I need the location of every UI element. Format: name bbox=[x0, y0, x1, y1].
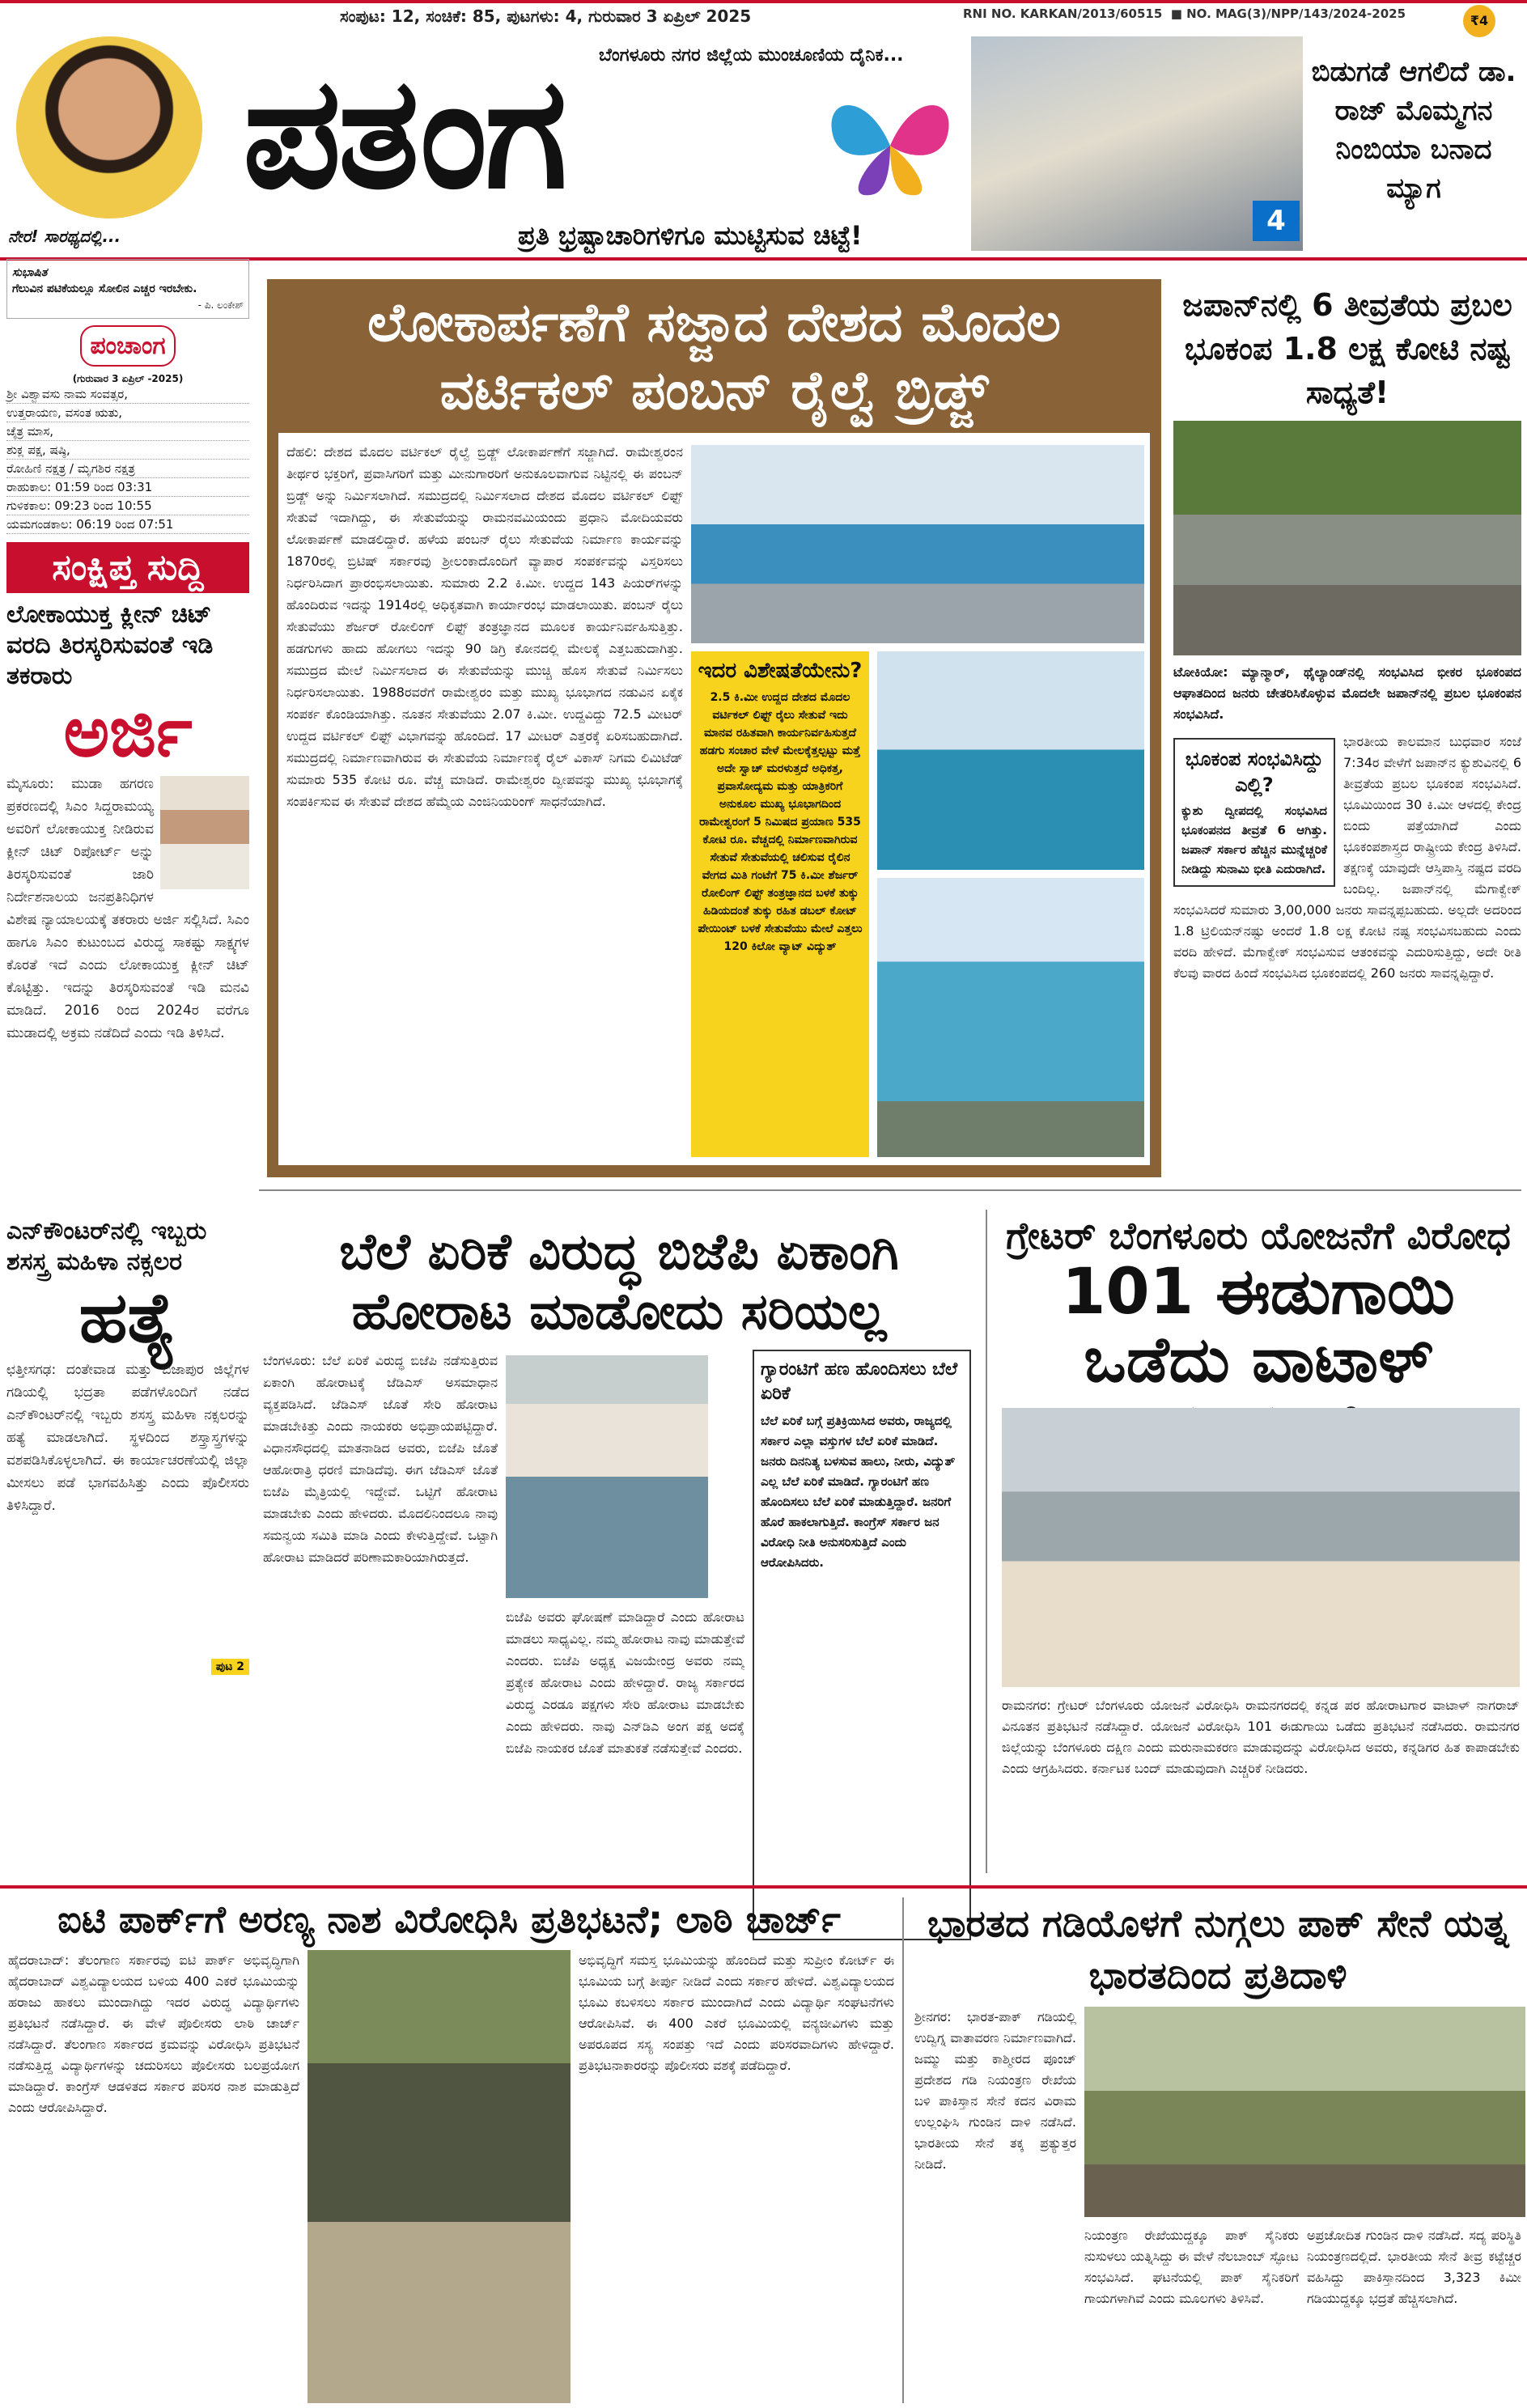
protest-photo bbox=[1002, 1408, 1520, 1687]
tagline: ಪ್ರತಿ ಭ್ರಷ್ಟಾಚಾರಿಗಳಿಗೂ ಮುಟ್ಟಿಸುವ ಚಿಟ್ಟೆ! bbox=[518, 220, 863, 251]
japan-box-title: ಭೂಕಂಪ ಸಂಭವಿಸಿದ್ದು ಎಲ್ಲಿ? bbox=[1185, 748, 1324, 796]
col-divider bbox=[986, 1210, 987, 1873]
panchanga-list bbox=[6, 385, 249, 534]
pak-body-2: ನಿಯಂತ್ರಣ ರೇಖೆಯುದ್ದಕ್ಕೂ ಪಾಕ್ ಸೈನಿಕರು ನುಸುಳಲು ಯತ್ನಿಸಿದ್ದು ಈ ವೇಳೆ ನೆಲಬಾಂಬ್ ಸ್ಫೋಟ ಸಂಭವಿಸಿದೆ. ಘಟನೆಯಲ್ಲಿ ಪಾಕ್ ಸೈನಿಕರಿಗೆ ಗಾಯಗಳಾಗಿವೆ ಎಂದು ಮೂಲಗಳು ತಿಳಿಸಿವೆ. bbox=[1084, 2228, 1299, 2306]
guarantee-title: ಗ್ಯಾರಂಟಿಗೆ ಹಣ ಹೊಂದಿಸಲು ಬೆಲೆ ಏರಿಕೆ bbox=[761, 1359, 958, 1404]
vatal-body: ರಾಮನಗರ: ಗ್ರೇಟರ್ ಬೆಂಗಳೂರು ಯೋಜನೆ ವಿರೋಧಿಸಿ ರಾಮನಗರದಲ್ಲಿ ಕನ್ನಡ ಪರ ಹೋರಾಟಗಾರ ವಾಟಾಳ್ ನಾಗರಾಜ್ ವಿನೂತನ ಪ್ರತಿಭಟನೆ ನಡೆಸಿದ್ದಾರೆ. ಯೋಜನೆ ವಿರೋಧಿಸಿ 101 ಈಡುಗಾಯಿ ಒಡೆದು ಪ್ರತಿಭಟನೆ ನಡೆಸಿದರು. ರಾಮನಗರ ಜಿಲ್ಲೆಯನ್ನು ಬೆಂಗಳೂರು ದಕ್ಷಿಣ ಎಂದು ಮರುನಾಮಕರಣ ಮಾಡುವುದನ್ನು ವಿರೋಧಿಸಿದ ಅವರು, ಕನ್ನಡಿಗರ ಹಿತ ಕಾಪಾಡಬೇಕು ಎಂದು ಆಗ್ರಹಿಸಿದರು. ಕರ್ನಾಟಕ ಬಂದ್ ಮಾಡುವುದಾಗಿ ಎಚ್ಚರಿಕೆ ನೀಡಿದರು. bbox=[1002, 1698, 1520, 1776]
mid-rule bbox=[259, 1189, 1521, 1191]
bjp-headline[interactable]: ಬೆಲೆ ಏರಿಕೆ ವಿರುದ್ಧ ಬಿಜೆಪಿ ಏಕಾಂಗಿ ಹೋರಾಟ ಮಾಡೋದು ಸರಿಯಲ್ಲ bbox=[339, 1222, 899, 1341]
itpark-headline[interactable]: ಐಟಿ ಪಾರ್ಕ್‌ಗೆ ಅರಣ್ಯ ನಾಶ ವಿರೋಧಿಸಿ ಪ್ರತಿಭಟನೆ; ಲಾಠಿ ಚಾರ್ಜ್ bbox=[57, 1897, 841, 1941]
bridge-headline[interactable]: ಲೋಕಾರ್ಪಣೆಗೆ ಸಜ್ಜಾದ ದೇಶದ ಮೊದಲ ವರ್ಟಿಕಲ್ ಪಂಬನ್ ರೈಲ್ವೆ ಬ್ರಿಡ್ಜ್ bbox=[367, 291, 1061, 422]
top-rule bbox=[0, 0, 1527, 3]
panchanga-item: ರೋಹಿಣಿ ನಕ್ಷತ್ರ / ಮೃಗಶಿರ ನಕ್ಷತ್ರ bbox=[6, 460, 249, 478]
lathi-charge-photo bbox=[308, 1950, 571, 2403]
border-photo bbox=[1084, 2007, 1525, 2217]
bjp-body-1: ಬೆಂಗಳೂರು: ಬೆಲೆ ಏರಿಕೆ ವಿರುದ್ಧ ಬಿಜೆಪಿ ನಡೆಸುತ್ತಿರುವ ಏಕಾಂಗಿ ಹೋರಾಟಕ್ಕೆ ಜೆಡಿಎಸ್ ಅಸಮಾಧಾನ ವ್ಯಕ್ತಪಡಿಸಿದೆ. ಜೆಡಿಎಸ್ ಜೊತೆ ಸೇರಿ ಹೋರಾಟ ಮಾಡಬೇಕಿತ್ತು ಎಂದು ನಾಯಕರು ಅಭಿಪ್ರಾಯಪಟ್ಟಿದ್ದಾರೆ. ವಿಧಾನಸೌಧದಲ್ಲಿ ಮಾತನಾಡಿದ ಅವರು, ಬಿಜೆಪಿ ಜೊತೆ ಆಹೋರಾತ್ರಿ ಧರಣಿ ಮಾಡಿದೆವು. ಈಗ ಜೆಡಿಎಸ್ ಜೊತೆ ಬಿಜೆಪಿ ಮೈತ್ರಿಯಲ್ಲಿ ಇದ್ದೇವೆ. ಒಟ್ಟಿಗೆ ಹೋರಾಟ ಮಾಡಬೇಕು ಎಂದು ಹೇಳಿದರು. ಮೊದಲಿನಿಂದಲೂ ನಾವು ಸಮನ್ವಯ ಸಮಿತಿ ಮಾಡಿ ಎಂದು ಕೇಳುತ್ತಿದ್ದೇವೆ. ಒಟ್ಟಾಗಿ ಹೋರಾಟ ಮಾಡಿದರೆ ಪರಿಣಾಮಕಾರಿಯಾಗಿರುತ್ತದೆ. bbox=[263, 1353, 498, 1565]
brief-headline-2[interactable]: ಎನ್‌ಕೌಂಟರ್‌ನಲ್ಲಿ ಇಬ್ಬರು ಶಸಸ್ತ್ರ ಮಹಿಳಾ ನಕ್ಸಲರ bbox=[6, 1217, 207, 1276]
bridge-photo-1 bbox=[691, 445, 1144, 643]
japan-story bbox=[1173, 283, 1521, 1233]
butterfly-logo bbox=[817, 81, 963, 210]
brief-body-2: ಛತ್ತೀಸಗಢ: ದಂತೇವಾಡ ಮತ್ತು ಬಿಜಾಪುರ ಜಿಲ್ಲೆಗಳ ಗಡಿಯಲ್ಲಿ ಭದ್ರತಾ ಪಡೆಗಳೊಂದಿಗೆ ನಡೆದ ಎನ್‌ಕೌಂಟರ್‌ನಲ್ಲಿ ಇಬ್ಬರು ಶಸಸ್ತ್ರ ಮಹಿಳಾ ನಕ್ಸಲರನ್ನು ಹತ್ಯೆ ಮಾಡಲಾಗಿದೆ. ಸ್ಥಳದಿಂದ ಶಸ್ತ್ರಾಸ್ತ್ರಗಳನ್ನು ವಶಪಡಿಸಿಕೊಳ್ಳಲಾಗಿದೆ. ಈ ಕಾರ್ಯಾಚರಣೆಯಲ್ಲಿ ಜಿಲ್ಲಾ ಮೀಸಲು ಪಡೆ ಭಾಗವಹಿಸಿತ್ತು ಎಂದು ಪೊಲೀಸರು ತಿಳಿಸಿದ್ದಾರೆ. bbox=[6, 1362, 249, 1514]
bridge-story-inner bbox=[278, 433, 1150, 1165]
subhashita-label: ಸುಭಾಷಿತ bbox=[12, 266, 48, 279]
vatal-headline[interactable]: 101 ಈಡುಗಾಯಿ ಒಡೆದು ವಾಟಾಳ್ bbox=[1062, 1256, 1455, 1397]
col-divider-2 bbox=[902, 1897, 904, 2403]
price-badge: ₹4 bbox=[1463, 5, 1495, 37]
japan-body: ಭೂಕಂಪ ಸಂಭವಿಸಿದ್ದು ಎಲ್ಲಿ? ಕ್ಯುಶು ದ್ವೀಪದಲ್ಲಿ ಸಂಭವಿಸಿದ ಭೂಕಂಪನದ ತೀವ್ರತೆ 6 ಆಗಿತ್ತು. ಜಪಾನ್ ಸರ್ಕಾರ ಹೆಚ್ಚಿನ ಮುನ್ನೆಚ್ಚರಿಕೆ ನೀಡಿದ್ದು ಸುನಾಮಿ ಭೀತಿ ಎದುರಾಗಿದೆ. ಭಾರತೀಯ ಕಾಲಮಾನ ಬುಧವಾರ ಸಂಜೆ 7:34ರ ವೇಳೆಗೆ ಜಪಾನ್‌ನ ಕ್ಯುಶುವಿನಲ್ಲಿ 6 ತೀವ್ರತೆಯ ಪ್ರಬಲ ಭೂಕಂಪ ಸಂಭವಿಸಿದೆ. ಭೂಮಿಯಿಂದ 30 ಕಿ.ಮೀ ಆಳದಲ್ಲಿ ಕೇಂದ್ರ ಬಿಂದು ಪತ್ತೆಯಾಗಿದೆ ಎಂದು ಭೂಕಂಪಶಾಸ್ತ್ರದ ರಾಷ್ಟ್ರೀಯ ಕೇಂದ್ರ ತಿಳಿಸಿದೆ. ತಕ್ಷಣಕ್ಕೆ ಯಾವುದೇ ಆಸ್ತಿಪಾಸ್ತಿ ನಷ್ಟದ ವರದಿ ಬಂದಿಲ್ಲ. ಜಪಾನ್‌ನಲ್ಲಿ ಮೆಗಾಕ್ವೇಕ್ ಸಂಭವಿಸಿದರೆ ಸುಮಾರು 3,00,000 ಜನರು ಸಾವನ್ನಪ್ಪಬಹುದು. ಅಲ್ಲದೇ ಅದರಿಂದ 1.8 ಟ್ರಿಲಿಯನ್‌ನಷ್ಟು ಅಂದರೆ 1.8 ಲಕ್ಷ ಕೋಟಿ ನಷ್ಟ ಸಂಭವಿಸಬಹುದು ಎಂದು ವರದಿ ಹೇಳಿದೆ. ಮೆಗಾಕ್ವೇಕ್ ಸಂಭವಿಸುವ ಆತಂಕವನ್ನು ಎದುರಿಸುತ್ತಿದ್ದು, ಅದೇ ರೀತಿ ಕೆಲವು ವಾರದ ಹಿಂದೆ ಸಂಭವಿಸಿದ ಭೂಕಂಪದಲ್ಲಿ 260 ಜನರು ಸಾವನ್ನಪ್ಪಿದ್ದಾರೆ. bbox=[1173, 734, 1521, 981]
brief-body: ಮೈಸೂರು: ಮುಡಾ ಹಗರಣ ಪ್ರಕರಣದಲ್ಲಿ ಸಿಎಂ ಸಿದ್ದರಾಮಯ್ಯ ಅವರಿಗೆ ಲೋಕಾಯುಕ್ತ ನೀಡಿರುವ ಕ್ಲೀನ್ ಚಿಟ್ ರಿಪೋರ್ಟ್ ಅನ್ನು ತಿರಸ್ಕರಿಸುವಂತೆ ಜಾರಿ ನಿರ್ದೇಶನಾಲಯ ಜನಪ್ರತಿನಿಧಿಗಳ ವಿಶೇಷ ನ್ಯಾಯಾಲಯಕ್ಕೆ ತಕರಾರು ಅರ್ಜಿ ಸಲ್ಲಿಸಿದೆ. ಸಿಎಂ ಹಾಗೂ ಸಿಎಂ ಕುಟುಂಬದ ವಿರುದ್ಧ ಸಾಕಷ್ಟು ಸಾಕ್ಷ್ಯಗಳ ಕೊರತೆ ಇದೆ ಎಂದು ಲೋಕಾಯುಕ್ತ ಕ್ಲೀನ್ ಚಿಟ್ ಕೊಟ್ಟಿತ್ತು. ಇದನ್ನು ತಿರಸ್ಕರಿಸುವಂತೆ ಇಡಿ ಮನವಿ ಮಾಡಿದೆ. 2016 ರಿಂದ 2024ರ ವರೆಗೂ ಮುಡಾದಲ್ಲಿ ಅಕ್ರಮ ನಡೆದಿದೆ ಎಂದು ಇಡಿ ತಿಳಿಸಿದೆ. bbox=[6, 776, 249, 1041]
masthead-title: ಪತಂಗ bbox=[243, 44, 565, 223]
vatal-kicker: ಗ್ರೇಟರ್ ಬೆಂಗಳೂರು ಯೋಜನೆಗೆ ವಿರೋಧ bbox=[1006, 1214, 1511, 1257]
brief-big-word-2: ಹತ್ಯೆ bbox=[78, 1278, 177, 1359]
editor-photo bbox=[16, 36, 202, 218]
japan-info-box bbox=[1173, 738, 1335, 887]
feature-box bbox=[691, 651, 869, 1157]
quote-text: ಗೆಲುವಿನ ಪಟಿಕೆಯಲ್ಲೂ ಸೋಲಿನ ಎಚ್ಚರ ಇರಬೇಕು. bbox=[12, 282, 197, 295]
feature-title: ಇದರ ವಿಶೇಷತೆಯೇನು? bbox=[698, 659, 863, 683]
japan-box-text: ಕ್ಯುಶು ದ್ವೀಪದಲ್ಲಿ ಸಂಭವಿಸಿದ ಭೂಕಂಪನದ ತೀವ್ರತೆ 6 ಆಗಿತ್ತು. ಜಪಾನ್ ಸರ್ಕಾರ ಹೆಚ್ಚಿನ ಮುನ್ನೆಚ್ಚರಿಕೆ ನೀಡಿದ್ದು ಸುನಾಮಿ ಭೀತಿ ಎದುರಾಗಿದೆ. bbox=[1181, 803, 1327, 876]
feature-text: 2.5 ಕಿ.ಮೀ ಉದ್ದದ ದೇಶದ ಮೊದಲ ವರ್ಟಿಕಲ್ ಲಿಫ್ಟ್ ರೈಲು ಸೇತುವೆ ಇದು ಮಾನವ ರಹಿತವಾಗಿ ಕಾರ್ಯನಿರ್ವಹಿಸುತ್ತದೆ ಹಡಗು ಸಂಚಾರ ವೇಳೆ ಮೇಲಕ್ಕೆತ್ತಲ್ಪಟ್ಟು ಮತ್ತೆ ಅದೇ ಸ್ವಾಚ್ ಮರಳುತ್ತದೆ ಅಧಿಕತ್ತ, ಪ್ರವಾಸೋದ್ಯಮ ಮತ್ತು ಯಾತ್ರಿಕರಿಗೆ ಅನುಕೂಲ ಮುಖ್ಯ ಭೂಭಾಗದಿಂದ ರಾಮೇಶ್ವರಂಗೆ 5 ನಿಮಿಷದ ಪ್ರಯಾಣ 535 ಕೋಟಿ ರೂ. ವೆಚ್ಚದಲ್ಲಿ ನಿರ್ಮಾಣವಾಗಿರುವ ಸೇತುವೆ ಸೇತುವೆಯಲ್ಲಿ ಚಲಿಸುವ ರೈಲಿನ ವೇಗದ ಮಿತಿ ಗಂಟೆಗೆ 75 ಕಿ.ಮೀ ಶೆರ್ಜರ್ ರೋಲಿಂಗ್ ಲಿಫ್ಟ್ ತಂತ್ರಜ್ಞಾನದ ಬಳಕೆ ತುಕ್ಕು ಹಿಡಿಯದಂತೆ ತುಕ್ಕು ರಹಿತ ಡಬಲ್ ಕೋಟ್ ಪೇಯಿಂಟ್ ಬಳಕೆ ಸೇತುವೆಯು ಮೇಲೆ ಎತ್ತಲು 120 ಕಿಲೋ ವ್ಯಾಟ್ ವಿದ್ಯುತ್ bbox=[698, 691, 863, 953]
panchanga-title: ಪಂಚಾಂಗ bbox=[80, 325, 175, 367]
brief-headline[interactable]: ಲೋಕಾಯುಕ್ತ ಕ್ಲೀನ್ ಚಿಟ್ ವರದಿ ತಿರಸ್ಕರಿಸುವಂತೆ ಇಡಿ ತಕರಾರು bbox=[6, 600, 214, 690]
page-badge: 4 bbox=[1253, 201, 1300, 241]
panchanga-item: ಚೈತ್ರ ಮಾಸ, bbox=[6, 422, 249, 441]
pak-headline[interactable]: ಭಾರತದ ಗಡಿಯೊಳಗೆ ನುಗ್ಗಲು ಪಾಕ್ ಸೇನೆ ಯತ್ನ ಭಾರತದಿಂದ ಪ್ರತಿದಾಳಿ bbox=[927, 1901, 1509, 1997]
panchanga-item: ಶುಕ್ಲ ಪಕ್ಷ, ಷಷ್ಠಿ, bbox=[6, 441, 249, 460]
japan-caption: ಟೋಕಿಯೋ: ಮ್ಯಾನ್ಮಾರ್, ಥೈಲ್ಯಾಂಡ್‌ನಲ್ಲಿ ಸಂಭವಿಸಿದ ಭೀಕರ ಭೂಕಂಪದ ಆಘಾತದಿಂದ ಜನರು ಚೇತರಿಸಿಕೊಳ್ಳುವ ಮೊದಲೇ ಜಪಾನ್‌ನಲ್ಲಿ ಪ್ರಬಲ ಭೂಕಂಪನ ಸಂಭವಿಸಿದೆ. bbox=[1173, 664, 1521, 722]
itpark-body-1: ಹೈದರಾಬಾದ್: ತೆಲಂಗಾಣ ಸರ್ಕಾರವು ಐಟಿ ಪಾರ್ಕ್ ಅಭಿವೃದ್ಧಿಗಾಗಿ ಹೈದರಾಬಾದ್ ವಿಶ್ವವಿದ್ಯಾಲಯದ ಬಳಿಯ 400 ಎಕರೆ ಭೂಮಿಯನ್ನು ಹರಾಜು ಹಾಕಲು ಮುಂದಾಗಿದ್ದು ಇದರ ವಿರುದ್ಧ ವಿದ್ಯಾರ್ಥಿಗಳು ಪ್ರತಿಭಟನೆ ನಡೆಸಿದ್ದಾರೆ. ಈ ವೇಳೆ ಪೊಲೀಸರು ಲಾಠಿ ಚಾರ್ಜ್ ನಡೆಸಿದ್ದಾರೆ. ತೆಲಂಗಾಣ ಸರ್ಕಾರದ ಕ್ರಮವನ್ನು ವಿರೋಧಿಸಿ ಪ್ರತಿಭಟನೆ ನಡೆಸುತ್ತಿದ್ದ ವಿದ್ಯಾರ್ಥಿಗಳನ್ನು ಚದುರಿಸಲು ಪೊಲೀಸರು ಬಲಪ್ರಯೋಗ ಮಾಡಿದ್ದಾರೆ. ಕಾಂಗ್ರೆಸ್ ಆಡಳಿತದ ಸರ್ಕಾರ ಪರಿಸರ ನಾಶ ಮಾಡುತ್ತಿದೆ ಎಂದು ಆರೋಪಿಸಿದ್ದಾರೆ. bbox=[8, 1952, 299, 2115]
subhashita-box bbox=[6, 259, 249, 319]
panchanga-item: ಗುಳಿಕಕಾಲ: 09:23 ರಿಂದ 10:55 bbox=[6, 497, 249, 515]
continued-label[interactable]: ಪುಟ 2 bbox=[211, 1659, 249, 1675]
issue-meta: ಸಂಪುಟ: 12, ಸಂಚಿಕೆ: 85, ಪುಟಗಳು: 4, ಗುರುವಾರ 3 ಏಪ್ರಿಲ್ 2025 bbox=[340, 6, 752, 26]
pak-body-1: ಶ್ರೀನಗರ: ಭಾರತ-ಪಾಕ್ ಗಡಿಯಲ್ಲಿ ಉದ್ವಿಗ್ನ ವಾತಾವರಣ ನಿರ್ಮಾಣವಾಗಿದೆ. ಜಮ್ಮು ಮತ್ತು ಕಾಶ್ಮೀರದ ಪೂಂಚ್ ಪ್ರದೇಶದ ಗಡಿ ನಿಯಂತ್ರಣ ರೇಖೆಯ ಬಳಿ ಪಾಕಿಸ್ತಾನ ಸೇನೆ ಕದನ ವಿರಾಮ ಉಲ್ಲಂಘಿಸಿ ಗುಂಡಿನ ದಾಳಿ ನಡೆಸಿದೆ. ಭಾರತೀಯ ಸೇನೆ ತಕ್ಕ ಪ್ರತ್ಯುತ್ತರ ನೀಡಿದೆ. bbox=[914, 2009, 1076, 2172]
top-story-headline[interactable]: ಬಿಡುಗಡೆ ಆಗಲಿದೆ ಡಾ. ರಾಜ್ ಮೊಮ್ಮಗನ ನಿಂಬಿಯಾ ಬನಾದ ಮ್ಯಾಗ bbox=[1311, 56, 1516, 205]
guarantee-box bbox=[753, 1350, 971, 1940]
cm-photo bbox=[160, 776, 249, 889]
bridge-photo-2 bbox=[877, 651, 1144, 870]
panchanga-date: (ಗುರುವಾರ 3 ಏಪ್ರಿಲ್ -2025) bbox=[72, 373, 184, 384]
left-column bbox=[6, 259, 249, 1675]
panchanga-item: ಯಮಗಂಡಕಾಲ: 06:19 ರಿಂದ 07:51 bbox=[6, 515, 249, 534]
bridge-photo-3 bbox=[877, 878, 1144, 1157]
panchanga-item: ಉತ್ತರಾಯಣ, ವಸಂತ ಋತು, bbox=[6, 404, 249, 422]
news-brief-banner: ಸಂಕ್ಷಿಪ್ತ ಸುದ್ದಿ bbox=[6, 542, 249, 593]
masthead-subtitle: ಬೆಂಗಳೂರು ನಗರ ಜಿಲ್ಲೆಯ ಮುಂಚೂಣಿಯ ದೈನಿಕ... bbox=[599, 45, 904, 66]
bridge-story-box bbox=[267, 279, 1161, 1177]
pak-body-3: ಅಪ್ರಚೋದಿತ ಗುಂಡಿನ ದಾಳಿ ನಡೆಸಿದೆ. ಸದ್ಯ ಪರಿಸ್ಥಿತಿ ನಿಯಂತ್ರಣದಲ್ಲಿದೆ. ಭಾರತೀಯ ಸೇನೆ ತೀವ್ರ ಕಟ್ಟೆಚ್ಚರ ವಹಿಸಿದ್ದು ಪಾಕಿಸ್ತಾನದಿಂದ 3,323 ಕಿಮೀ ಗಡಿಯುದ್ದಕ್ಕೂ ಭದ್ರತೆ ಹೆಚ್ಚಿಸಲಾಗಿದೆ. bbox=[1307, 2228, 1521, 2306]
reg-number: RNI NO. KARKAN/2013/60515 ■ NO. MAG(3)/NPP/143/2024-2025 bbox=[963, 6, 1406, 21]
bridge-body: ದೆಹಲಿ: ದೇಶದ ಮೊದಲ ವರ್ಟಿಕಲ್ ರೈಲ್ವೆ ಬ್ರಿಡ್ಜ್ ಲೋಕಾರ್ಪಣೆಗೆ ಸಜ್ಜಾಗಿದೆ. ರಾಮೇಶ್ವರಂನ ತೀರ್ಥರ ಭಕ್ತರಿಗೆ, ಪ್ರವಾಸಿಗರಿಗೆ ಮತ್ತು ಮೀನುಗಾರರಿಗೆ ಅನುಕೂಲವಾಗುವ ನಿಟ್ಟಿನಲ್ಲಿ ಈ ಪಂಬನ್ ಬ್ರಿಡ್ಜ್ ಅನ್ನು ನಿರ್ಮಿಸಲಾಗಿದೆ. ಸಮುದ್ರದಲ್ಲಿ ನಿರ್ಮಿಸಲಾದ ದೇಶದ ಮೊದಲ ವರ್ಟಿಕಲ್ ಲಿಫ್ಟ್ ಸೇತುವೆ ಇದಾಗಿದ್ದು, ಈ ಸೇತುವೆಯನ್ನು ರಾಮನವಮಿಯಂದು ಪ್ರಧಾನಿ ಮೋದಿಯವರು ಲೋಕಾರ್ಪಣೆ ಮಾಡಲಿದ್ದಾರೆ. ಹಳೆಯ ಪಂಬನ್ ರೈಲು ಸೇತುವೆಯ ನಿರ್ಮಾಣ ಕಾರ್ಯವನ್ನು 1870ರಲ್ಲಿ ಬ್ರಿಟಿಷ್ ಸರ್ಕಾರವು ಶ್ರೀಲಂಕಾದೊಂದಿಗೆ ವ್ಯಾಪಾರ ಸಂಪರ್ಕವನ್ನು ವಿಸ್ತರಿಸಲು ನಿರ್ಧರಿಸಿದಾಗ ಪ್ರಾರಂಭಿಸಲಾಯಿತು. ಸುಮಾರು 2.2 ಕಿ.ಮೀ. ಉದ್ದದ 143 ಪಿಯರ್‌ಗಳನ್ನು ಹೊಂದಿರುವ ಇದನ್ನು 1914ರಲ್ಲಿ ಅಧಿಕೃತವಾಗಿ ಕಾರ್ಯಾರಂಭ ಮಾಡಲಾಯಿತು. ಪಂಬನ್ ರೈಲು ಸೇತುವೆಯು ಶೆರ್ಜರ್ ರೋಲಿಂಗ್ ಲಿಫ್ಟ್ ತಂತ್ರಜ್ಞಾನದ ಮೂಲಕ ಕಾರ್ಯನಿರ್ವಹಿಸುತ್ತಿತ್ತು. ಹಡಗುಗಳು ಹಾದು ಹೋಗಲು ಇದನ್ನು 90 ಡಿಗ್ರಿ ಕೋನದಲ್ಲಿ ಮೇಲಕ್ಕೆ ಎತ್ತಬಹುದಾಗಿತ್ತು. ಸಮುದ್ರದ ಮೇಲೆ ನಿರ್ಮಿಸಲಾದ ಈ ಸೇತುವೆಯನ್ನು ಮುಚ್ಚಿ ಹೊಸ ಸೇತುವೆ ನಿರ್ಮಿಸಲು ನಿರ್ಧರಿಸಲಾಯಿತು. 1988ರವರೆಗೆ ರಾಮೇಶ್ವರಂ ಮತ್ತು ಮುಖ್ಯ ಭೂಭಾಗದ ನಡುವಿನ ಏಕೈಕ ಸಂಪರ್ಕ ಕೊಂಡಿಯಾಗಿತ್ತು. ನೂತನ ಸೇತುವೆಯು 2.07 ಕಿ.ಮೀ. ಉದ್ದವಿದ್ದು 72.5 ಮೀಟರ್ ಉದ್ದದ ವರ್ಟಿಕಲ್ ಲಿಫ್ಟ್ ವಿಭಾಗವನ್ನು ಹೊಂದಿದೆ. 17 ಮೀಟರ್ ಎತ್ತರಕ್ಕೆ ಏರಿಸಬಹುದಾಗಿದೆ. ಸಮುದ್ರದಲ್ಲಿ ನಿರ್ಮಾಣವಾಗಿರುವ ಈ ಸೇತುವೆಯ ನಿರ್ಮಾಣಕ್ಕೆ ರೈಲ್ ವಿಕಾಸ್ ನಿಗಮ ಲಿಮಿಟೆಡ್ ಸುಮಾರು 535 ಕೋಟಿ ರೂ. ವೆಚ್ಚ ಮಾಡಿದೆ. ರಾಮೇಶ್ವರಂ ದ್ವೀಪವನ್ನು ಮುಖ್ಯ ಭೂಭಾಗಕ್ಕೆ ಸಂಪರ್ಕಿಸುವ ಈ ಸೇತುವೆ ದೇಶದ ಹೆಮ್ಮೆಯ ಎಂಜಿನಿಯರಿಂಗ್ ಸಾಧನೆಯಾಗಿದೆ. bbox=[286, 444, 683, 809]
earthquake-photo bbox=[1173, 421, 1521, 655]
bjp-body-2: ಬಿಜೆಪಿ ಅವರು ಘೋಷಣೆ ಮಾಡಿದ್ದಾರೆ ಎಂದು ಹೋರಾಟ ಮಾಡಲು ಸಾಧ್ಯವಿಲ್ಲ. ನಮ್ಮ ಹೋರಾಟ ನಾವು ಮಾಡುತ್ತೇವೆ ಎಂದರು. ಬಿಜೆಪಿ ಅಧ್ಯಕ್ಷ ವಿಜಯೇಂದ್ರ ಅವರು ನಮ್ಮ ಪ್ರತ್ಯೇಕ ಹೋರಾಟ ಎಂದು ಹೇಳಿದ್ದಾರೆ. ರಾಜ್ಯ ಸರ್ಕಾರದ ವಿರುದ್ಧ ಎರಡೂ ಪಕ್ಷಗಳು ಸೇರಿ ಹೋರಾಟ ಮಾಡಬೇಕು ಎಂದು ಹೇಳಿದರು. ನಾವು ಎನ್‌ಡಿಎ ಅಂಗ ಪಕ್ಷ ಅದಕ್ಕೆ ಬಿಜೆಪಿ ನಾಯಕರ ಜೊತೆ ಮಾತುಕತೆ ನಡೆಸುತ್ತೇವೆ ಎಂದರು. bbox=[506, 1609, 744, 1756]
panchanga-item: ರಾಹುಕಾಲ: 01:59 ರಿಂದ 03:31 bbox=[6, 478, 249, 497]
lower-rule bbox=[0, 1885, 1527, 1889]
quote-author: - ಪಿ. ಲಂಕೇಶ್ bbox=[197, 299, 244, 311]
panchanga-item: ಶ್ರೀ ವಿಶ್ವಾವಸು ನಾಮ ಸಂವತ್ಸರ, bbox=[6, 385, 249, 404]
itpark-body-2: ಅಭಿವೃದ್ಧಿಗೆ ಸಮಸ್ತ ಭೂಮಿಯನ್ನು ಹೊಂದಿದೆ ಮತ್ತು ಸುಪ್ರೀಂ ಕೋರ್ಟ್ ಈ ಭೂಮಿಯ ಬಗ್ಗೆ ತೀರ್ಪು ನೀಡಿದೆ ಎಂದು ಸರ್ಕಾರ ಹೇಳಿದೆ. ವಿಶ್ವವಿದ್ಯಾಲಯದ ಭೂಮಿ ಕಬಳಿಸಲು ಸರ್ಕಾರ ಮುಂದಾಗಿದೆ ಎಂದು ವಿದ್ಯಾರ್ಥಿ ಸಂಘಟನೆಗಳು ಆರೋಪಿಸಿವೆ. ಈ 400 ಎಕರೆ ಭೂಮಿಯಲ್ಲಿ ವನ್ಯಜೀವಿಗಳು ಮತ್ತು ಅಪರೂಪದ ಸಸ್ಯ ಸಂಪತ್ತು ಇದೆ ಎಂದು ಪರಿಸರವಾದಿಗಳು ಹೇಳಿದ್ದಾರೆ. ಪ್ರತಿಭಟನಾಕಾರರನ್ನು ಪೊಲೀಸರು ವಶಕ್ಕೆ ಪಡೆದಿದ್ದಾರೆ. bbox=[579, 1952, 894, 2073]
guarantee-text: ಬೆಲೆ ಏರಿಕೆ ಬಗ್ಗೆ ಪ್ರತಿಕ್ರಿಯಿಸಿದ ಅವರು, ರಾಜ್ಯದಲ್ಲಿ ಸರ್ಕಾರ ಎಲ್ಲಾ ವಸ್ತುಗಳ ಬೆಲೆ ಏರಿಕೆ ಮಾಡಿದೆ. ಜನರು ದಿನನಿತ್ಯ ಬಳಸುವ ಹಾಲು, ನೀರು, ವಿದ್ಯುತ್ ಎಲ್ಲ ಬೆಲೆ ಏರಿಕೆ ಮಾಡಿದೆ. ಗ್ಯಾರಂಟಿಗೆ ಹಣ ಹೊಂದಿಸಲು ಬೆಲೆ ಏರಿಕೆ ಮಾಡುತ್ತಿದ್ದಾರೆ. ಜನರಿಗೆ ಹೊರೆ ಹಾಕಲಾಗುತ್ತಿದೆ. ಕಾಂಗ್ರೆಸ್ ಸರ್ಕಾರ ಜನ ವಿರೋಧಿ ನೀತಿ ಅನುಸರಿಸುತ್ತಿದೆ ಎಂದು ಆರೋಪಿಸಿದರು. bbox=[761, 1414, 956, 1570]
leader-photo bbox=[506, 1355, 708, 1598]
japan-headline[interactable]: ಜಪಾನ್‌ನಲ್ಲಿ 6 ತೀವ್ರತೆಯ ಪ್ರಬಲ ಭೂಕಂಪ 1.8 ಲಕ್ಷ ಕೋಟಿ ನಷ್ಟ ಸಾಧ್ಯತೆ! bbox=[1182, 287, 1512, 410]
photo-caption: ನೇರ! ಸಾರಥ್ಯದಲ್ಲಿ... bbox=[8, 227, 121, 246]
brief-big-word: ಅರ್ಜಿ bbox=[63, 692, 193, 773]
